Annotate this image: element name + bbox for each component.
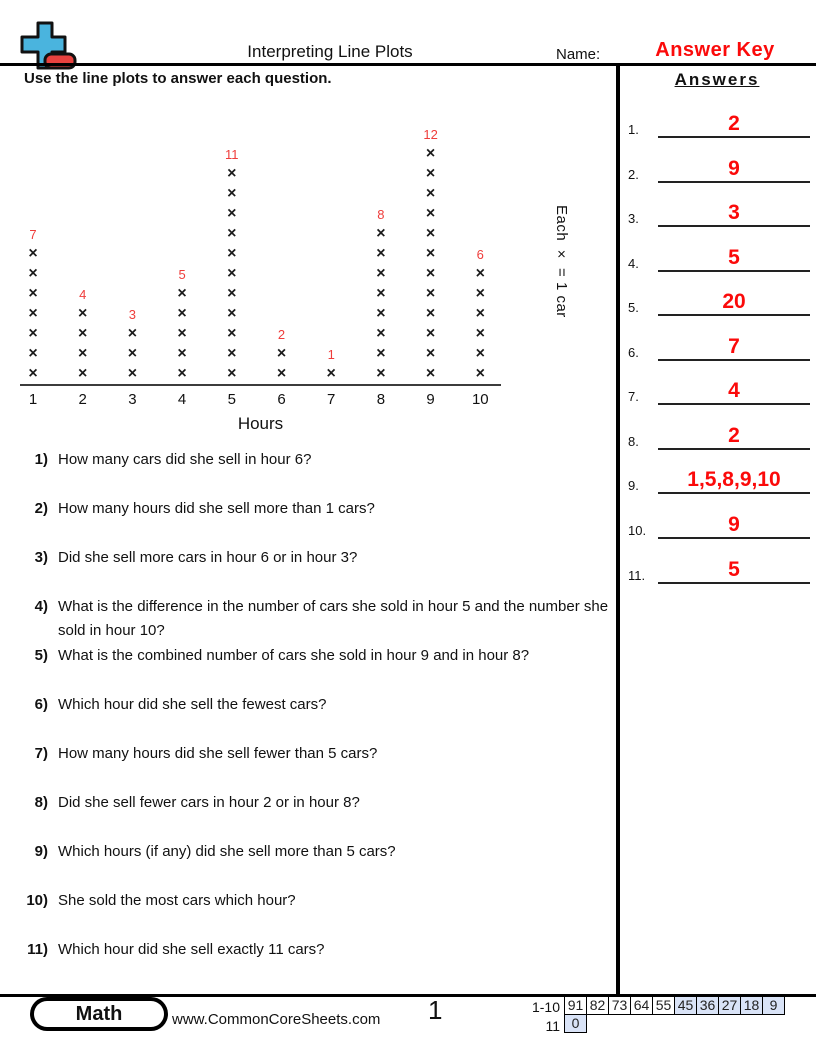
x-mark: × <box>376 265 386 282</box>
plot-count-label: 3 <box>128 307 136 322</box>
score-cell: 27 <box>718 996 741 1015</box>
question-item <box>0 938 614 962</box>
score-cell: 36 <box>696 996 719 1015</box>
question-text: Which hour did she sell the fewest cars? <box>58 696 327 713</box>
score-cell: 45 <box>674 996 697 1015</box>
question-item <box>0 742 614 766</box>
x-mark: × <box>177 285 187 302</box>
x-mark: × <box>127 365 138 382</box>
answer-blank-line <box>658 335 810 361</box>
plot-column <box>458 246 502 384</box>
x-axis-tick: 1 <box>28 391 38 408</box>
x-mark: × <box>227 165 237 182</box>
answer-number: 2. <box>628 166 639 182</box>
x-mark: × <box>425 325 436 342</box>
x-mark: × <box>425 145 436 162</box>
answer-value: 5 <box>728 245 740 269</box>
x-mark: × <box>376 305 386 322</box>
x-mark: × <box>475 345 485 362</box>
plot-column <box>11 226 55 384</box>
x-mark: × <box>276 365 287 382</box>
plot-column <box>260 326 304 384</box>
x-mark: × <box>227 205 237 222</box>
x-mark: × <box>475 265 485 282</box>
x-mark: × <box>376 325 386 342</box>
plot-count-label: 8 <box>377 207 385 222</box>
score-row1-cells <box>564 996 785 1015</box>
answer-item <box>628 335 810 361</box>
x-mark: × <box>425 245 436 262</box>
answer-value: 5 <box>728 557 740 581</box>
x-mark: × <box>78 345 88 362</box>
answer-number: 5. <box>628 300 639 316</box>
x-mark: × <box>28 365 38 382</box>
score-cell: 82 <box>586 996 609 1015</box>
answer-blank-line <box>658 157 810 183</box>
x-mark: × <box>227 225 237 242</box>
answer-value: 9 <box>728 512 740 536</box>
question-number: 10) <box>26 892 48 909</box>
answer-blank-line <box>658 513 810 539</box>
x-mark: × <box>28 265 38 282</box>
x-mark: × <box>127 325 138 342</box>
x-mark: × <box>425 345 436 362</box>
question-item <box>0 693 614 717</box>
x-mark: × <box>326 365 336 382</box>
x-mark: × <box>227 345 237 362</box>
score-cell: 91 <box>564 996 587 1015</box>
plot-count-label: 4 <box>79 287 87 302</box>
plot-count-label: 1 <box>327 347 335 362</box>
x-mark: × <box>227 265 237 282</box>
score-cell: 9 <box>762 996 785 1015</box>
score-row1-label: 1-10 <box>531 999 560 1015</box>
x-axis-tick: 5 <box>227 391 236 408</box>
score-cell: 73 <box>608 996 631 1015</box>
score-row2-label: 11 <box>545 1018 560 1034</box>
answer-value: 2 <box>728 112 740 135</box>
x-mark: × <box>475 365 485 382</box>
x-axis-tick: 4 <box>177 391 187 408</box>
plot-count-label: 6 <box>476 247 484 262</box>
plot-column <box>61 286 105 384</box>
plot-column <box>359 206 403 384</box>
x-mark: × <box>227 285 237 302</box>
x-mark: × <box>425 265 436 282</box>
x-mark: × <box>78 305 88 322</box>
question-number: 9) <box>34 843 48 860</box>
x-mark: × <box>376 225 386 242</box>
question-item <box>0 889 614 913</box>
answer-number: 1. <box>628 122 639 137</box>
x-mark: × <box>376 365 386 382</box>
x-mark: × <box>177 305 187 322</box>
answer-item <box>628 424 810 450</box>
x-axis-tick: 8 <box>376 391 386 408</box>
plus-minus-math-icon <box>16 12 88 77</box>
page-number: 1 <box>428 995 443 1025</box>
answer-item <box>628 157 810 183</box>
answer-number: 3. <box>628 211 639 227</box>
website-text: www.CommonCoreSheets.com <box>172 1011 381 1028</box>
answer-number: 9. <box>628 478 639 494</box>
x-mark: × <box>376 285 386 302</box>
x-mark: × <box>475 305 485 322</box>
x-mark: × <box>227 245 237 262</box>
answer-blank-line <box>658 290 810 316</box>
answer-item <box>628 290 810 316</box>
question-text: What is the combined number of cars she sold in hour 9 and in hour 8? <box>58 647 530 664</box>
score-cell: 18 <box>740 996 763 1015</box>
question-text: Which hours (if any) did she sell more than 5 cars? <box>58 843 396 860</box>
x-mark: × <box>177 345 187 362</box>
plot-column <box>110 306 154 384</box>
x-mark: × <box>28 325 38 342</box>
question-number: 11) <box>27 941 48 958</box>
x-axis-tick: 6 <box>277 391 286 408</box>
x-mark: × <box>376 345 386 362</box>
plot-column <box>160 266 204 384</box>
answer-value: 1,5,8,9,10 <box>687 468 781 492</box>
answer-item <box>628 201 810 227</box>
answer-blank-line <box>658 424 810 450</box>
question-text: How many hours did she sell fewer than 5 cars? <box>58 745 378 762</box>
x-mark: × <box>177 325 187 342</box>
plot-count-label: 2 <box>277 327 286 342</box>
answer-item <box>628 112 810 138</box>
x-mark: × <box>425 305 436 322</box>
answer-key-text: Answer Key <box>655 39 775 61</box>
answer-value: 9 <box>728 156 740 180</box>
question-item <box>0 448 614 472</box>
x-axis-title: Hours <box>237 414 284 433</box>
x-mark: × <box>227 185 237 202</box>
x-mark: × <box>475 325 485 342</box>
x-axis-tick: 7 <box>327 391 336 408</box>
plot-count-label: 12 <box>423 127 438 142</box>
question-item <box>0 644 614 668</box>
subject-badge-label: Math <box>34 1001 164 1027</box>
question-number: 7) <box>34 745 48 762</box>
question-text: Which hour did she sell exactly 11 cars? <box>58 941 325 958</box>
instructions-text: Use the line plots to answer each question. <box>24 70 332 87</box>
plot-column <box>409 126 453 384</box>
x-mark: × <box>276 345 287 362</box>
answer-item <box>628 246 810 272</box>
x-mark: × <box>28 345 38 362</box>
x-mark: × <box>475 285 485 302</box>
question-text: Did she sell more cars in hour 6 or in hour 3? <box>58 549 358 566</box>
x-mark: × <box>425 225 436 242</box>
header-divider-line <box>0 63 816 66</box>
x-mark: × <box>78 365 88 382</box>
x-mark: × <box>227 325 237 342</box>
question-text: How many hours did she sell more than 1 cars? <box>58 500 375 517</box>
answer-number: 8. <box>628 433 639 449</box>
subject-badge <box>30 997 168 1031</box>
x-mark: × <box>425 185 436 202</box>
x-mark: × <box>425 285 436 302</box>
plot-count-label: 11 <box>225 147 239 162</box>
answers-column-divider <box>616 66 620 995</box>
x-mark: × <box>376 245 386 262</box>
score-row2-cells <box>564 1014 587 1033</box>
question-text: How many cars did she sell in hour 6? <box>58 451 312 468</box>
question-item <box>0 595 614 643</box>
question-number: 1) <box>34 451 48 468</box>
x-mark: × <box>177 365 187 382</box>
x-mark: × <box>425 365 436 382</box>
x-mark: × <box>127 345 138 362</box>
plot-count-label: 7 <box>29 227 37 242</box>
answer-number: 7. <box>628 389 639 405</box>
x-axis-tick: 3 <box>128 391 137 408</box>
x-axis-tick: 9 <box>426 391 435 408</box>
question-text: What is the difference in the number of cars she sold in hour 5 and the number she sold in hour 10? <box>58 598 609 639</box>
question-number: 5) <box>34 647 48 664</box>
answer-number: 11. <box>628 567 646 583</box>
answer-blank-line <box>658 246 810 272</box>
question-text: She sold the most cars which hour? <box>58 892 296 909</box>
x-mark: × <box>28 285 38 302</box>
question-item <box>0 497 614 521</box>
question-number: 6) <box>34 696 48 713</box>
question-item <box>0 546 614 570</box>
answer-item <box>628 558 810 584</box>
answers-panel-title: Answers <box>674 70 760 89</box>
x-mark: × <box>425 165 436 182</box>
name-label: Name: <box>556 46 601 63</box>
answer-number: 6. <box>628 344 639 360</box>
answer-blank-line <box>658 379 810 405</box>
answer-number: 10. <box>628 522 647 538</box>
plot-column <box>210 146 254 384</box>
answer-value: 20 <box>722 290 746 314</box>
answer-blank-line <box>658 468 810 494</box>
x-mark: × <box>227 305 237 322</box>
answer-blank-line <box>658 558 810 584</box>
x-mark: × <box>28 305 38 322</box>
question-text: Did she sell fewer cars in hour 2 or in hour 8? <box>58 794 360 811</box>
x-axis-tick: 2 <box>78 391 87 408</box>
x-axis-tick: 10 <box>471 391 489 408</box>
x-mark: × <box>78 325 88 342</box>
answer-value: 3 <box>728 201 740 225</box>
answer-value: 4 <box>728 379 740 403</box>
question-item <box>0 840 614 864</box>
answer-item <box>628 513 810 539</box>
score-cell: 64 <box>630 996 653 1015</box>
answer-value: 2 <box>728 423 740 447</box>
x-mark: × <box>227 365 237 382</box>
question-item <box>0 791 614 815</box>
plot-legend: Each × = 1 car <box>553 205 570 318</box>
question-number: 2) <box>34 500 48 517</box>
x-mark: × <box>425 205 436 222</box>
question-number: 3) <box>34 549 48 566</box>
score-cell: 55 <box>652 996 675 1015</box>
question-number: 8) <box>34 794 48 811</box>
x-axis-line <box>20 384 501 386</box>
answer-value: 7 <box>728 334 740 358</box>
answer-blank-line <box>658 112 810 138</box>
score-cell: 0 <box>564 1014 587 1033</box>
answer-item <box>628 379 810 405</box>
answer-blank-line <box>658 201 810 227</box>
answer-item <box>628 468 810 494</box>
plot-count-label: 5 <box>178 267 186 282</box>
page-title: Interpreting Line Plots <box>247 42 413 61</box>
x-mark: × <box>28 245 38 262</box>
question-number: 4) <box>34 598 48 615</box>
answer-number: 4. <box>628 255 639 271</box>
plot-column <box>309 346 353 384</box>
